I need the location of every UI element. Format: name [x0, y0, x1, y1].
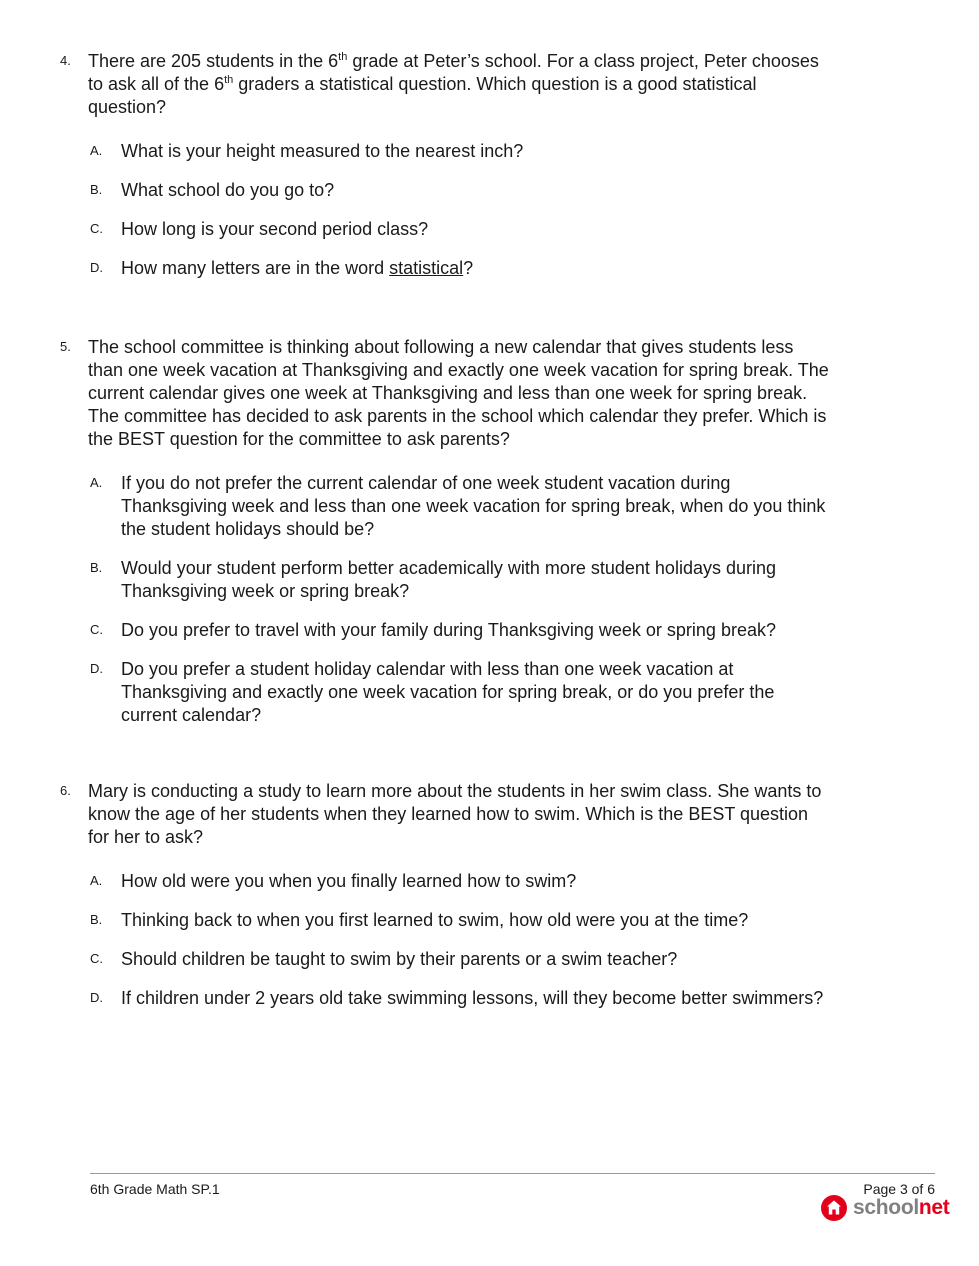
- answer-choices: [60, 140, 830, 280]
- choice-text: Do you prefer a student holiday calendar with less than one week vacation at Thanksgiving and exactly one week vacation for spring break, or do you prefer the current calendar?: [121, 659, 775, 725]
- answer-choice-a: [60, 472, 830, 541]
- answer-choice-c: [60, 619, 830, 642]
- choice-letter: C.: [90, 622, 103, 637]
- choice-text: How old were you when you finally learned how to swim?: [121, 871, 577, 891]
- choice-text: Thinking back to when you first learned to swim, how old were you at the time?: [121, 910, 749, 930]
- choice-letter: A.: [90, 873, 103, 888]
- choice-letter: B.: [90, 912, 103, 927]
- question-5: [60, 336, 830, 743]
- footer-course-title: 6th Grade Math SP.1: [90, 1181, 220, 1197]
- underlined-word: statistical: [389, 258, 464, 278]
- question-stem: Mary is conducting a study to learn more about the students in her swim class. She wants to know the age of her students when they learned how to swim. Which is the BEST question for her to ask?: [88, 781, 822, 847]
- answer-choice-b: [60, 909, 830, 932]
- schoolnet-logo: [820, 1193, 950, 1223]
- choice-text: If you do not prefer the current calendar of one week student vacation during Thanksgiving week and less than one week vacation for spring break, when do you think the student holidays should be?: [121, 473, 826, 539]
- choice-letter: B.: [90, 560, 103, 575]
- choice-letter: A.: [90, 475, 103, 490]
- question-stem: There are 205 students in the 6th grade at Peter’s school. For a class project, Peter chooses to ask all of the 6th graders a statistical question. Which question is a good statistical question?: [88, 51, 819, 117]
- question-number: 6.: [60, 783, 71, 798]
- choice-text: How long is your second period class?: [121, 219, 429, 239]
- choice-text: What is your height measured to the nearest inch?: [121, 141, 524, 161]
- logo-wordmark: schoolnet: [853, 1196, 950, 1219]
- answer-choice-a: [60, 140, 830, 163]
- answer-choices: [60, 870, 830, 1010]
- choice-text: If children under 2 years old take swimming lessons, will they become better swimmers?: [121, 988, 824, 1008]
- choice-text: What school do you go to?: [121, 180, 335, 200]
- choice-letter: D.: [90, 260, 103, 275]
- question-6: [60, 780, 830, 1026]
- choice-text: Do you prefer to travel with your family during Thanksgiving week or spring break?: [121, 620, 776, 640]
- footer-page-number: Page 3 of 6: [863, 1181, 935, 1197]
- question-4: [60, 50, 830, 296]
- answer-choice-c: [60, 218, 830, 241]
- choice-text: Would your student perform better academically with more student holidays during Thanksgiving week or spring break?: [121, 558, 776, 601]
- question-stem: The school committee is thinking about following a new calendar that gives students less than one week vacation at Thanksgiving and exactly one week vacation for spring break. The current calendar gives one week at Thanksgiving and less than one week for spring break. The committee has decided to ask parents in the school which calendar they prefer. Which is the BEST question for the committee to ask parents?: [88, 337, 829, 449]
- answer-choices: [60, 472, 830, 727]
- answer-choice-d: [60, 257, 830, 280]
- choice-text: Should children be taught to swim by their parents or a swim teacher?: [121, 949, 678, 969]
- question-number: 5.: [60, 339, 71, 354]
- answer-choice-a: [60, 870, 830, 893]
- choice-letter: C.: [90, 221, 103, 236]
- question-number: 4.: [60, 53, 71, 68]
- answer-choice-b: [60, 179, 830, 202]
- answer-choice-b: [60, 557, 830, 603]
- answer-choice-d: [60, 658, 830, 727]
- answer-choice-c: [60, 948, 830, 971]
- house-icon: [820, 1194, 848, 1222]
- choice-letter: B.: [90, 182, 103, 197]
- choice-letter: A.: [90, 143, 103, 158]
- choice-letter: D.: [90, 990, 103, 1005]
- choice-text: How many letters are in the word statistical?: [121, 258, 474, 278]
- choice-letter: C.: [90, 951, 103, 966]
- choice-letter: D.: [90, 661, 103, 676]
- answer-choice-d: [60, 987, 830, 1010]
- footer-divider: [90, 1173, 935, 1174]
